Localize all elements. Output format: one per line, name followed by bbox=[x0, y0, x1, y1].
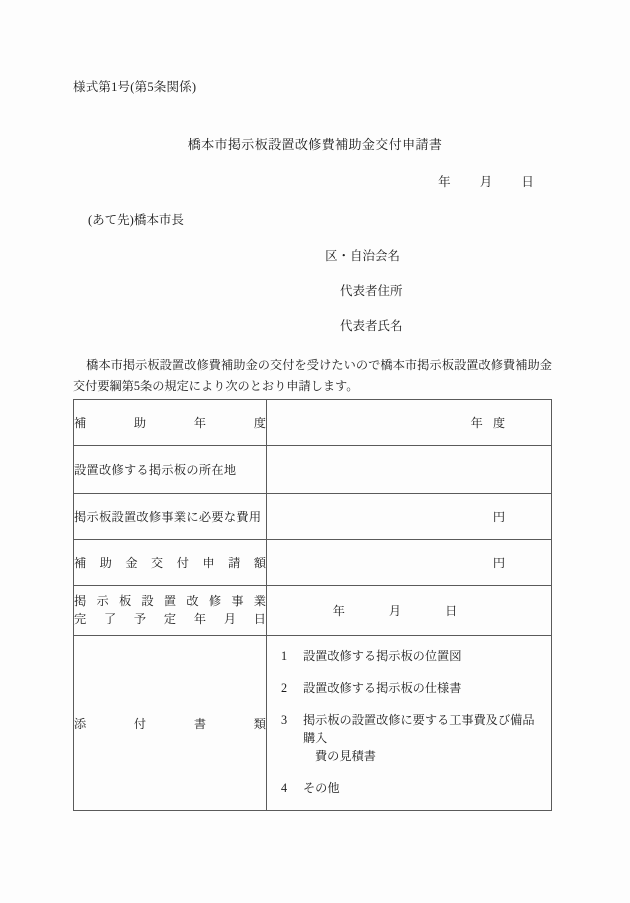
row-value-project-cost[interactable] bbox=[267, 494, 552, 540]
body-paragraph bbox=[73, 355, 552, 397]
row-value-subsidy-year[interactable] bbox=[267, 400, 552, 446]
table-row bbox=[74, 636, 552, 811]
attachment-number: 1 bbox=[281, 649, 288, 663]
header-date-day: 日 bbox=[521, 175, 534, 189]
row-label-completion-date bbox=[74, 586, 267, 636]
row-label-text-line1: 掲示板設置改修事業 bbox=[74, 593, 266, 608]
list-item bbox=[281, 679, 541, 697]
form-number: 様式第1号(第5条関係) bbox=[73, 80, 197, 94]
applicant-representative-address-label: 代表者住所 bbox=[340, 284, 403, 298]
row-label-requested-amount bbox=[74, 540, 267, 586]
list-item bbox=[281, 779, 541, 797]
row-value-completion-date[interactable] bbox=[267, 586, 552, 636]
table-row bbox=[74, 586, 552, 636]
addressee: (あて先)橋本市長 bbox=[88, 213, 184, 227]
unit-day: 日 bbox=[445, 604, 458, 618]
attachment-number: 2 bbox=[281, 681, 288, 696]
attachment-text: 設置改修する掲示板の仕様書 bbox=[303, 681, 462, 696]
attachment-number: 4 bbox=[281, 781, 288, 796]
attachment-list bbox=[267, 636, 551, 810]
header-date-year: 年 bbox=[438, 175, 451, 189]
unit-nendo: 度 bbox=[492, 416, 505, 430]
applicant-block bbox=[0, 246, 630, 351]
header-date-line bbox=[0, 172, 551, 190]
subsidy-year-units bbox=[267, 414, 551, 431]
row-label-text-line2: 完了予定年月日 bbox=[74, 611, 266, 626]
row-label-text: 補助金交付申請額 bbox=[74, 556, 266, 570]
list-item bbox=[281, 647, 541, 665]
attachment-text-line2: 費の見積書 bbox=[315, 749, 376, 764]
table-row bbox=[74, 446, 552, 494]
document-title: 橋本市掲示板設置改修費補助金交付申請書 bbox=[187, 137, 443, 152]
row-label-attachments bbox=[74, 636, 267, 811]
list-item bbox=[281, 711, 541, 765]
row-label-subsidy-year bbox=[74, 400, 267, 446]
row-label-text: 添付書類 bbox=[74, 716, 266, 731]
unit-year: 年 bbox=[332, 604, 345, 618]
unit-year: 年 bbox=[470, 416, 483, 430]
attachment-text-line1: 掲示板の設置改修に要する工事費及び備品購入 bbox=[303, 713, 535, 746]
table-row bbox=[74, 540, 552, 586]
row-label-board-location bbox=[74, 446, 267, 494]
requested-amount-unit: 円 bbox=[492, 556, 505, 570]
application-table bbox=[73, 399, 552, 811]
attachment-text: その他 bbox=[303, 781, 340, 796]
applicant-representative-name-label: 代表者氏名 bbox=[340, 319, 403, 333]
attachment-number: 3 bbox=[281, 713, 288, 728]
header-date-month: 月 bbox=[479, 175, 493, 189]
row-label-text: 補助年度 bbox=[74, 416, 266, 430]
project-cost-unit: 円 bbox=[492, 510, 505, 524]
body-paragraph-text: 橋本市掲示板設置改修費補助金の交付を受けたいので橋本市掲示板設置改修費補助金交付要綱第5条の規定により次のとおり申請します。 bbox=[73, 358, 552, 393]
row-label-text: 設置改修する掲示板の所在地 bbox=[74, 463, 237, 477]
table-row bbox=[74, 400, 552, 446]
row-value-board-location[interactable] bbox=[267, 446, 552, 494]
unit-month: 月 bbox=[388, 604, 402, 618]
row-label-project-cost bbox=[74, 494, 267, 540]
row-value-attachments bbox=[267, 636, 552, 811]
row-value-requested-amount[interactable] bbox=[267, 540, 552, 586]
attachment-text bbox=[303, 711, 541, 765]
row-label-text: 掲示板設置改修事業に必要な費用 bbox=[74, 510, 262, 524]
attachment-text: 設置改修する掲示板の位置図 bbox=[303, 649, 462, 663]
table-row bbox=[74, 494, 552, 540]
applicant-organization-label: 区・自治会名 bbox=[325, 249, 401, 263]
completion-date-units bbox=[267, 602, 551, 619]
